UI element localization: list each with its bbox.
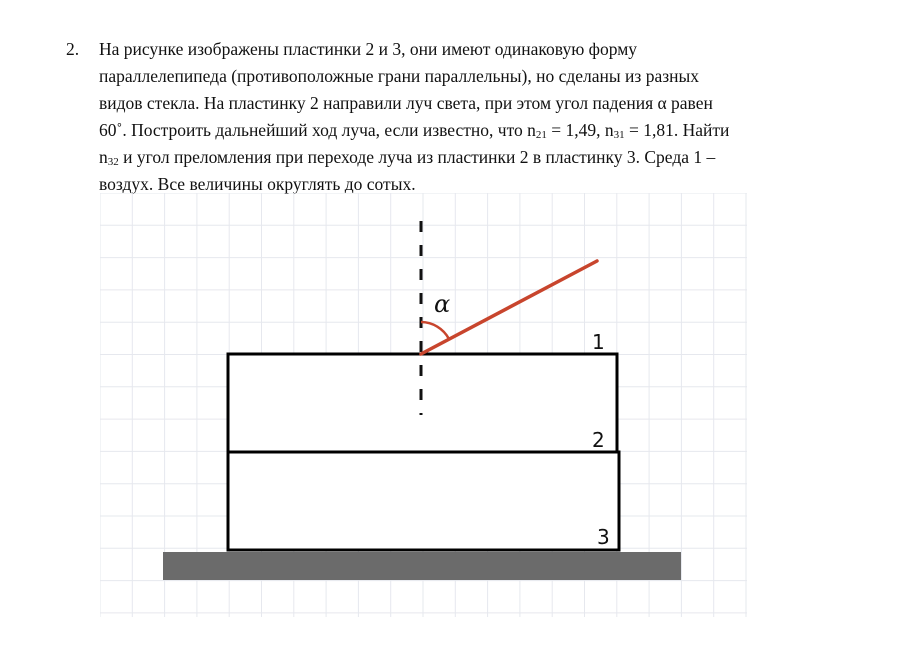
refraction-diagram <box>100 193 747 617</box>
medium-label-3: 3 <box>597 525 610 549</box>
n32-subscript: 32 <box>107 156 119 168</box>
problem-number: 2. <box>66 39 80 59</box>
problem-line-2: параллелепипеда (противоположные грани параллельны), но сделаны из разных <box>99 66 700 86</box>
line5-part-a: n <box>99 147 108 167</box>
angle-arc <box>421 322 449 339</box>
plate-3 <box>228 452 619 550</box>
problem-line-3: видов стекла. На пластинку 2 направили луч света, при этом угол падения α равен <box>99 93 713 113</box>
n31-subscript: 31 <box>613 129 625 141</box>
line4-part-c: = 1,81. Найти <box>624 120 730 140</box>
problem-line-1: На рисунке изображены пластинки 2 и 3, они имеют одинаковую форму <box>99 39 638 59</box>
problem-line-4 <box>99 117 729 144</box>
problem-line-5 <box>99 144 715 171</box>
line5-part-b: и угол преломления при переходе луча из пластинки 2 в пластинку 3. Среда 1 – <box>118 147 716 167</box>
line4-part-b: = 1,49, n <box>546 120 614 140</box>
medium-label-2: 2 <box>592 428 605 452</box>
medium-label-1: 1 <box>592 330 605 354</box>
problem-line-6: воздух. Все величины округлять до сотых. <box>99 174 416 194</box>
base-surface <box>163 552 681 580</box>
diagram-canvas <box>100 193 747 617</box>
n21-subscript: 21 <box>535 129 547 141</box>
angle-alpha-label: α <box>434 290 451 318</box>
line4-part-a: 60˚. Построить дальнейший ход луча, если известно, что n <box>99 120 536 140</box>
